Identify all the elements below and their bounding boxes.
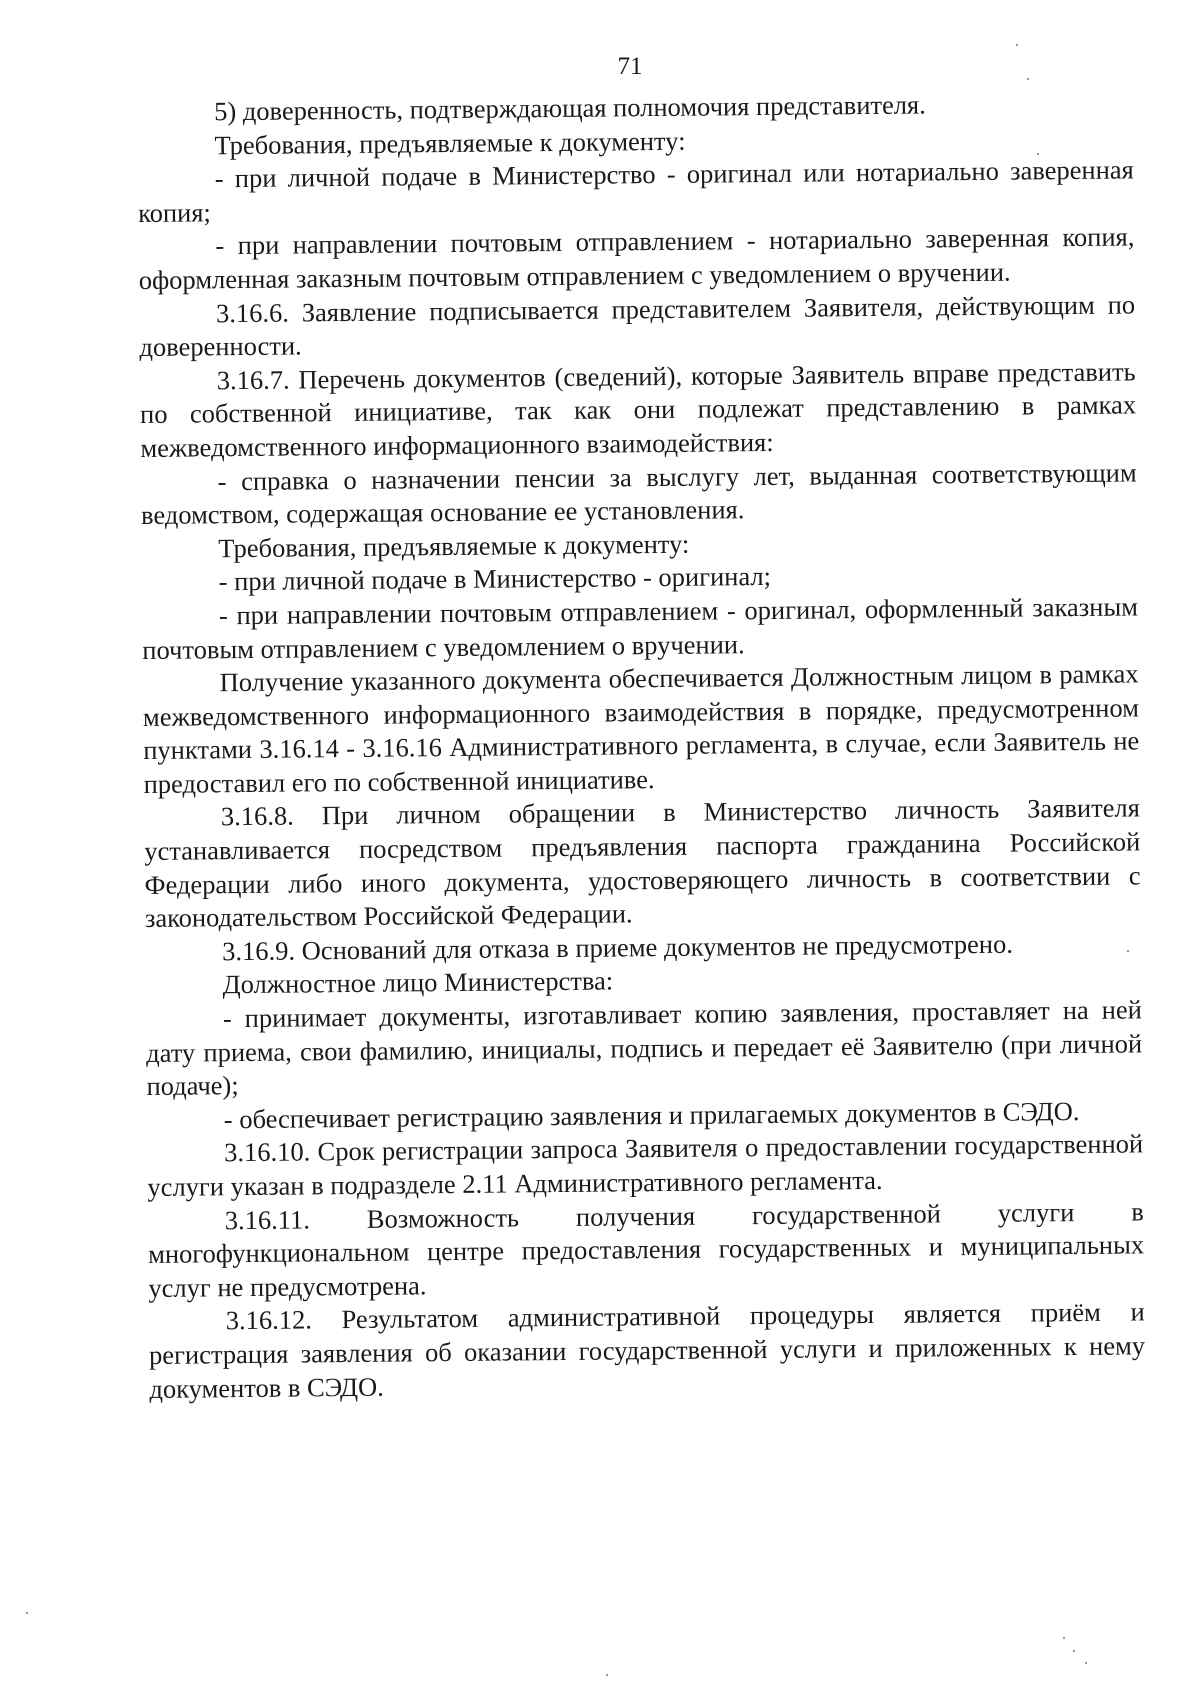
scan-speck: [26, 1612, 28, 1614]
paragraph-3-16-12: 3.16.12. Результатом административной процедуры является приём и регистрация заявления об оказании государственной услуги и приложенных к нему документов в СЭДО.: [148, 1296, 1146, 1404]
paragraph-personal-submission: - при личной подаче в Министерство - оригинал или нотариально заверенная копия;: [137, 154, 1134, 228]
page-number: 71: [617, 53, 643, 80]
scan-speck: [606, 1674, 608, 1676]
paragraph-requirements-heading: Требования, предъявляемые к документу:: [214, 125, 686, 160]
paragraph-postal-submission: - при направлении почтовым отправлением - нотариально заверенная копия, оформленная заказным почтовым отправлением с уведомлением о вручении.: [138, 221, 1135, 295]
paragraph-accepts-documents: - принимает документы, изготавливает копию заявления, проставляет на ней дату приема, свои фамилию, инициалы, подпись и передает её Заявителю (при личной подаче);: [146, 994, 1143, 1102]
paragraph-3-16-9: 3.16.9. Оснований для отказа в приеме документов не предусмотрено.: [222, 928, 1014, 967]
paragraph-official-heading: Должностное лицо Министерства:: [222, 965, 614, 1000]
scan-speck: [1127, 950, 1129, 952]
scan-speck: [1085, 1662, 1087, 1664]
paragraph-obtaining-document: Получение указанного документа обеспечивается Должностным лицом в рамках межведомственного информационного взаимодействия в порядке, предусмотренном пунктами 3.16.14 - 3.16.16 Административного регламента, в случае, если Заявитель не предоставил его по собственной инициативе.: [142, 658, 1140, 799]
paragraph-requirements-heading-2: Требования, предъявляемые к документу:: [218, 528, 690, 563]
paragraph-pension-certificate: - справка о назначении пенсии за выслугу лет, выданная соответствующим ведомством, содержащая основание ее установления.: [140, 456, 1137, 531]
document-body: [137, 86, 1146, 1406]
scan-speck: [1037, 153, 1039, 155]
scan-speck: [1027, 78, 1029, 80]
paragraph-postal-submission-original: - при направлении почтовым отправлением - оригинал, оформленный заказным почтовым отправлением с уведомлением о вручении.: [142, 591, 1139, 665]
paragraph-3-16-6: 3.16.6. Заявление подписывается представителем Заявителя, действующим по доверенности.: [139, 288, 1136, 363]
paragraph-personal-submission-original: - при личной подаче в Министерство - оригинал;: [218, 561, 772, 597]
scan-speck: [1016, 44, 1018, 46]
scan-speck: [1063, 1637, 1065, 1639]
paragraph-3-16-7: 3.16.7. Перечень документов (сведений), которые Заявитель вправе представить по собственной инициативе, так как они подлежат представлению в рамках межведомственного информационного взаимодействия:: [139, 356, 1137, 463]
paragraph-power-of-attorney: 5) доверенность, подтверждающая полномочия представителя.: [214, 89, 926, 127]
paragraph-3-16-8: 3.16.8. При личном обращении в Министерство личность Заявителя устанавливается посредством предъявления паспорта гражданина Российской Федерации либо иного документа, удостоверяющего личность в соответствии с законодательством Российской Федерации.: [144, 792, 1141, 934]
paragraph-3-16-11: 3.16.11. Возможность получения государственной услуги в многофункциональном центре предоставления государственных и муниципальных услуг не предусмотрена.: [147, 1195, 1145, 1303]
paragraph-registration-sedo: - обеспечивает регистрацию заявления и прилагаемых документов в СЭДО.: [223, 1095, 1080, 1135]
scan-speck: [1073, 1650, 1075, 1652]
paragraph-3-16-10: 3.16.10. Срок регистрации запроса Заявителя о предоставлении государственной услуги указан в подразделе 2.11 Административного регламента.: [147, 1128, 1144, 1202]
